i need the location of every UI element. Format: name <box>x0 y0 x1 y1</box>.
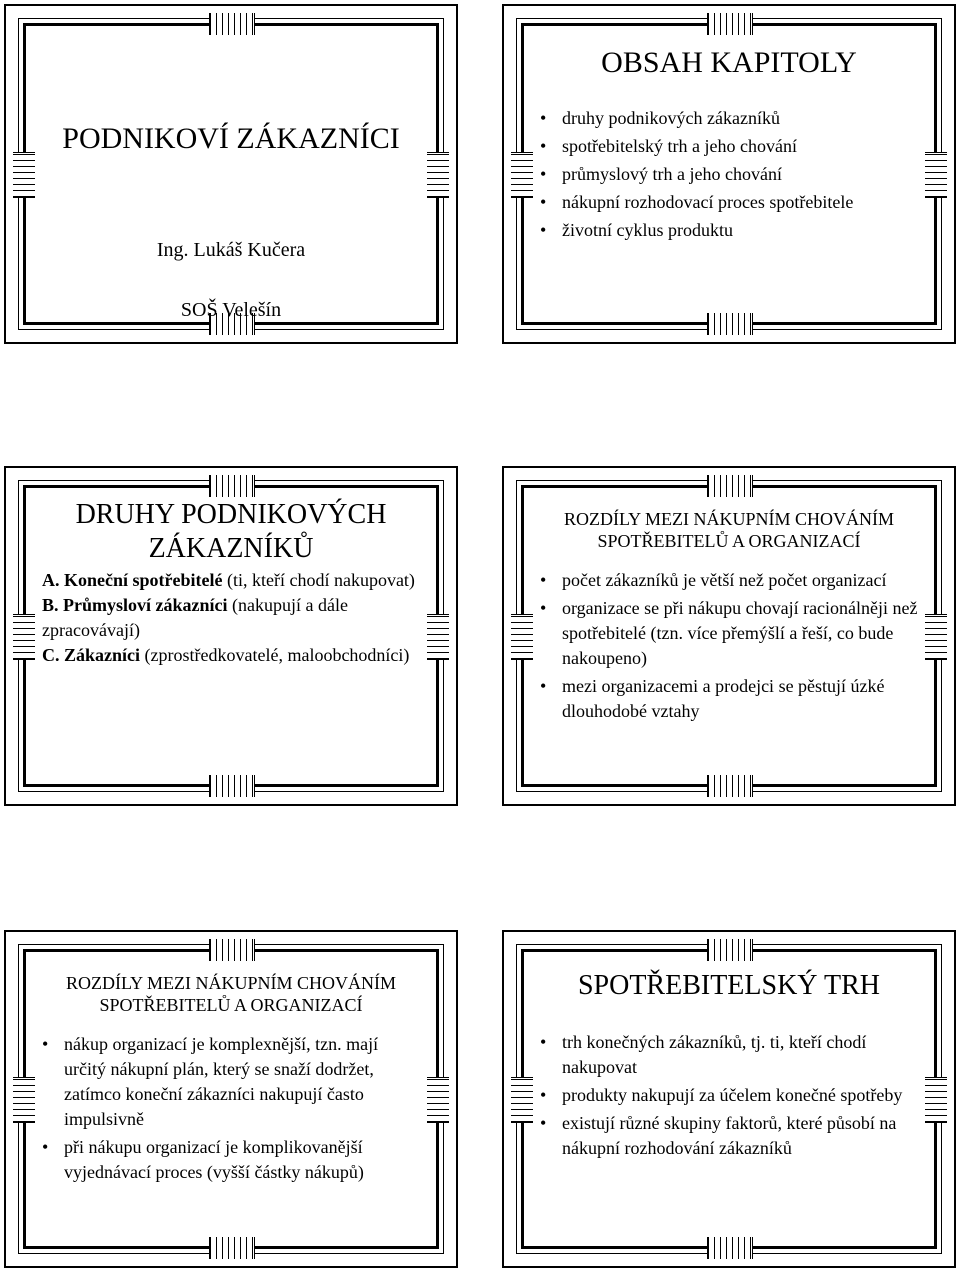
bullet-list <box>42 1032 420 1188</box>
item-letter: B. <box>42 595 59 615</box>
list-item: • druhy podnikových zákazníků <box>540 104 918 132</box>
list-item: • mezi organizacemi a prodejci se pěstují úzké dlouhodobé vztahy <box>540 674 918 724</box>
slide-heading <box>540 508 918 552</box>
list-item: • průmyslový trh a jeho chování <box>540 160 918 188</box>
slide-content <box>540 498 918 774</box>
ornament-right <box>925 152 947 198</box>
ornament-top <box>707 939 753 961</box>
ornament-right <box>427 614 449 660</box>
slide-heading <box>42 972 420 1016</box>
ornament-bottom <box>209 775 255 797</box>
slide-differences-1 <box>502 466 956 806</box>
list-item: • trh konečných zákazníků, tj. ti, kteří chodí nakupovat <box>540 1030 918 1080</box>
ornament-top <box>209 939 255 961</box>
ornament-right <box>925 1077 947 1123</box>
heading-line: ROZDÍLY MEZI NÁKUPNÍM CHOVÁNÍM <box>65 973 396 993</box>
slide-contents <box>502 4 956 344</box>
slide-content <box>42 962 420 1236</box>
item-term: Koneční spotřebitelé <box>64 570 223 590</box>
ornament-top <box>209 475 255 497</box>
slide-consumer-market <box>502 930 956 1268</box>
list-item: • nákup organizací je komplexnější, tzn. mají určitý nákupní plán, který se snaží dodržet, zatímco koneční zákazníci nakupují často impulsivně <box>42 1032 420 1132</box>
bullet-list <box>540 568 918 727</box>
ornament-bottom <box>209 1237 255 1259</box>
slide-heading: PODNIKOVÍ ZÁKAZNÍCI <box>62 122 400 155</box>
slide-customer-types <box>4 466 458 806</box>
slide-content <box>42 36 420 321</box>
item-description: (ti, kteří chodí nakupovat) <box>222 570 415 590</box>
bullet-list <box>540 1030 918 1164</box>
lettered-list <box>42 568 420 668</box>
slide-content <box>42 498 420 774</box>
item-letter: A. <box>42 570 60 590</box>
ornament-right <box>925 614 947 660</box>
ornament-left <box>511 614 533 660</box>
ornament-left <box>13 614 35 660</box>
list-item: • při nákupu organizací je komplikovanější vyjednávací proces (vyšší částky nákupů) <box>42 1135 420 1185</box>
slide-content <box>540 962 918 1236</box>
heading-line: ROZDÍLY MEZI NÁKUPNÍM CHOVÁNÍM <box>563 509 894 529</box>
ornament-bottom <box>707 1237 753 1259</box>
ornament-left <box>511 152 533 198</box>
ornament-left <box>13 152 35 198</box>
list-item: • spotřebitelský trh a jeho chování <box>540 132 918 160</box>
ornament-top <box>209 13 255 35</box>
school-name: SOŠ Velešín <box>180 299 282 321</box>
list-item: • existují různé skupiny faktorů, které působí na nákupní rozhodování zákazníků <box>540 1111 918 1161</box>
slide-heading: SPOTŘEBITELSKÝ TRH <box>577 970 881 1001</box>
bullet-list <box>540 104 918 244</box>
slide-title <box>4 4 458 344</box>
list-item: • počet zákazníků je větší než počet organizací <box>540 568 918 593</box>
ornament-left <box>511 1077 533 1123</box>
item-description: (nakupují a dále zpracovávají) <box>42 595 348 640</box>
list-item: • nákupní rozhodovací proces spotřebitele <box>540 188 918 216</box>
heading-line: SPOTŘEBITELŮ A ORGANIZACÍ <box>597 531 861 551</box>
list-item: • organizace se při nákupu chovají racionálněji než spotřebitelé (tzn. více přemýšlí a řeší, co bude nakoupeno) <box>540 596 918 671</box>
list-item: • produkty nakupují za účelem konečné spotřeby <box>540 1083 918 1108</box>
ornament-bottom <box>707 313 753 335</box>
ornament-right <box>427 152 449 198</box>
ornament-bottom <box>707 775 753 797</box>
list-item <box>42 568 420 593</box>
ornament-left <box>13 1077 35 1123</box>
list-item <box>42 643 420 668</box>
ornament-top <box>707 13 753 35</box>
slide-differences-2 <box>4 930 458 1268</box>
ornament-top <box>707 475 753 497</box>
item-description: (zprostředkovatelé, maloobchodníci) <box>140 645 410 665</box>
author-name: Ing. Lukáš Kučera <box>156 239 306 261</box>
item-term: Zákazníci <box>64 645 141 665</box>
list-item <box>42 593 420 643</box>
ornament-right <box>427 1077 449 1123</box>
list-item: • životní cyklus produktu <box>540 216 918 244</box>
slide-content <box>540 36 918 312</box>
slide-heading: OBSAH KAPITOLY <box>601 46 857 79</box>
item-term: Průmysloví zákazníci <box>63 595 228 615</box>
slide-heading: DRUHY PODNIKOVÝCH ZÁKAZNÍKŮ <box>75 499 387 564</box>
item-letter: C. <box>42 645 60 665</box>
heading-line: SPOTŘEBITELŮ A ORGANIZACÍ <box>99 995 363 1015</box>
